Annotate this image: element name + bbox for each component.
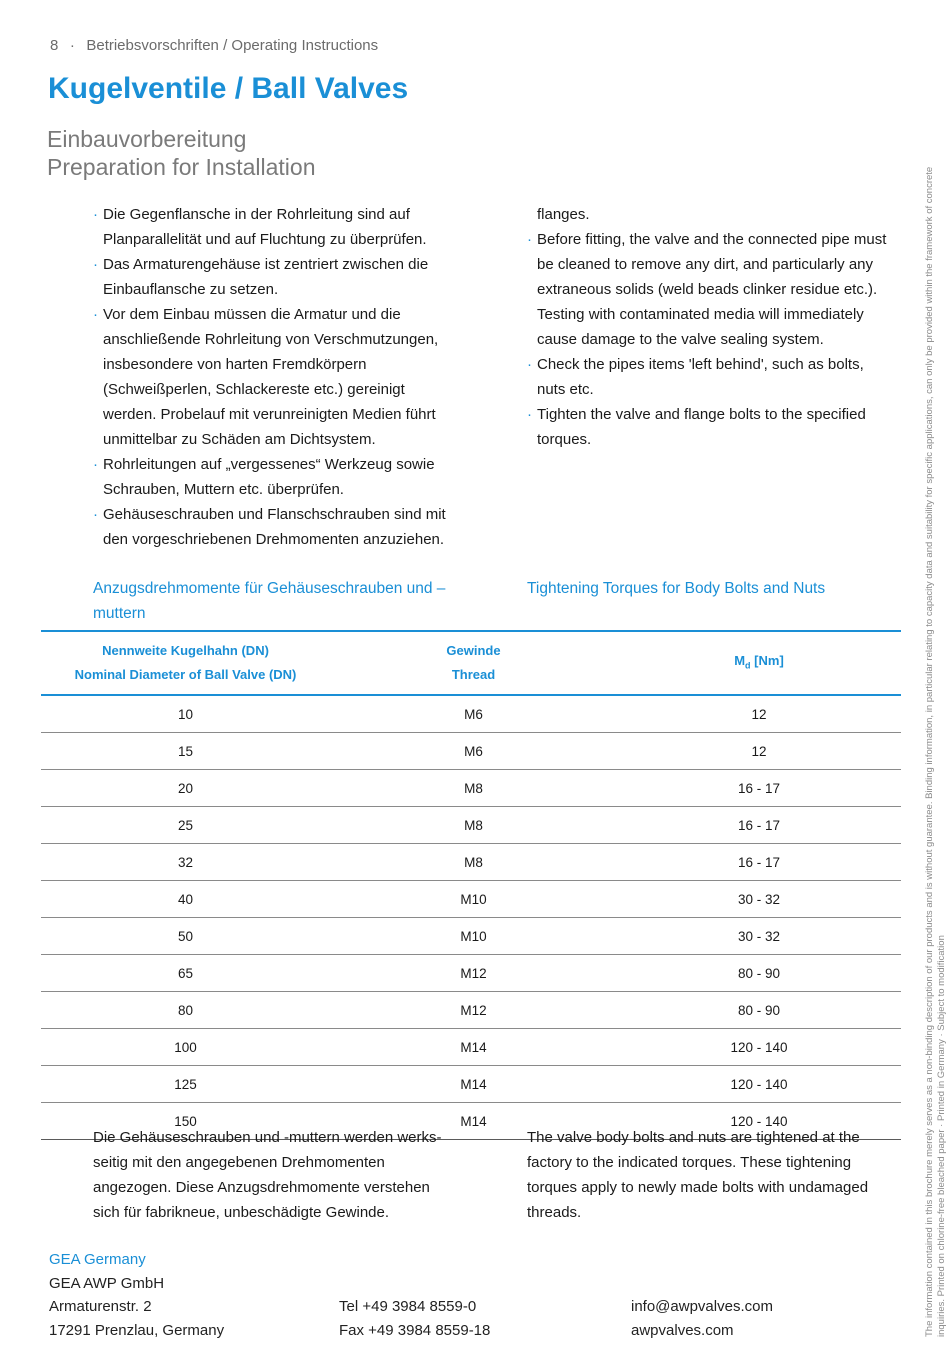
cell-dn: 125 xyxy=(41,1066,330,1103)
cell-dn: 50 xyxy=(41,918,330,955)
note-de-line: Die Gehäuseschrauben und -muttern werden werks- xyxy=(93,1129,442,1146)
footer-phone xyxy=(339,1295,490,1342)
table-row xyxy=(41,955,901,992)
bullet-en-line: cause damage to the valve sealing system. xyxy=(537,331,824,348)
subtitle-de: Einbauvorbereitung xyxy=(47,126,247,152)
torque-table-body xyxy=(41,695,901,1140)
bullet-en-line: nuts etc. xyxy=(537,381,594,398)
bullet-de-line: anschließende Rohrleitung von Verschmutzungen, xyxy=(103,331,439,348)
bullet-de-item xyxy=(93,452,453,502)
col-header-thread-en: Thread xyxy=(451,667,496,682)
cell-torque: 12 xyxy=(617,695,901,733)
bullet-list-de xyxy=(93,202,453,552)
header-separator: · xyxy=(69,37,75,54)
cell-thread: M14 xyxy=(330,1103,617,1140)
table-header-row xyxy=(41,631,901,695)
page-title: Kugelventile / Ball Valves xyxy=(48,72,409,105)
cell-torque: 16 - 17 xyxy=(617,807,901,844)
bullet-de-line: werden. Probelauf mit verunreinigten Medien führt xyxy=(103,406,436,423)
footer-street: Armaturenstr. 2 xyxy=(49,1298,152,1315)
cell-torque: 16 - 17 xyxy=(617,844,901,881)
cell-dn: 25 xyxy=(41,807,330,844)
col-header-dn-en: Nominal Diameter of Ball Valve (DN) xyxy=(74,667,297,682)
note-de-line: seitig mit den angegebenen Drehmomenten xyxy=(93,1154,385,1171)
footer-fax: Fax +49 3984 8559-18 xyxy=(339,1321,491,1339)
bullet-dot-icon: · xyxy=(93,206,98,223)
bullet-de-line: Planparallelität und auf Fluchtung zu überprüfen. xyxy=(103,231,427,248)
cell-thread: M8 xyxy=(330,844,617,881)
cell-torque: 80 - 90 xyxy=(617,992,901,1029)
table-row xyxy=(41,992,901,1029)
bullet-de-item xyxy=(93,302,453,452)
cell-thread: M6 xyxy=(330,733,617,770)
en-continuation: flanges. xyxy=(537,206,590,223)
footer-tel: Tel +49 3984 8559-0 xyxy=(339,1298,477,1315)
bullet-dot-icon: · xyxy=(93,506,98,523)
table-heading-de xyxy=(93,576,473,626)
subtitle-en: Preparation for Installation xyxy=(47,154,316,180)
cell-dn: 100 xyxy=(41,1029,330,1066)
cell-torque: 16 - 17 xyxy=(617,770,901,807)
bullet-dot-icon: · xyxy=(93,306,98,323)
bullet-de-line: Schrauben, Muttern etc. überprüfen. xyxy=(103,481,344,498)
bullet-de-line: (Schweißperlen, Schlackereste etc.) gereinigt xyxy=(103,381,405,398)
cell-thread: M10 xyxy=(330,881,617,918)
bullet-de-line: insbesondere von harten Fremdkörpern xyxy=(103,356,367,373)
col-header-torque-unit: [Nm] xyxy=(754,652,784,668)
col-header-torque xyxy=(617,631,901,695)
table-heading-de-line2: muttern xyxy=(93,605,146,622)
table-row xyxy=(41,918,901,955)
bullet-list-en xyxy=(527,202,897,452)
disclaimer-line2: inquiries. Printed on chlorine-free bleached paper · Printed in Germany · Subject to modification xyxy=(936,935,947,1337)
bullet-de-line: Rohrleitungen auf „vergessenes“ Werkzeug sowie xyxy=(103,456,435,473)
cell-thread: M6 xyxy=(330,695,617,733)
bullet-en-line: Before fitting, the valve and the connected pipe must xyxy=(537,231,887,248)
bullet-de-line: unmittelbar zu Schäden am Dichtsystem. xyxy=(103,431,376,448)
col-header-torque-symbol: M xyxy=(734,652,746,668)
col-header-dn-de: Nennweite Kugelhahn (DN) xyxy=(102,643,269,658)
bullet-en-line: be cleaned to remove any dirt, and particularly any xyxy=(537,256,874,273)
cell-thread: M14 xyxy=(330,1029,617,1066)
bullet-en-line: Tighten the valve and flange bolts to the specified xyxy=(537,406,866,423)
note-de-line: angezogen. Diese Anzugsdrehmomente verstehen xyxy=(93,1179,430,1196)
col-header-torque-subscript: d xyxy=(745,660,751,671)
page-number: 8 xyxy=(50,37,59,54)
bullet-en-line: extraneous solids (weld beads clinker residue etc.). xyxy=(537,281,878,298)
note-en-line: threads. xyxy=(527,1204,582,1221)
bullet-de-line: Vor dem Einbau müssen die Armatur und die xyxy=(103,306,401,323)
footer-web[interactable]: awpvalves.com xyxy=(631,1321,734,1339)
cell-thread: M12 xyxy=(330,955,617,992)
footer-email[interactable]: info@awpvalves.com xyxy=(631,1298,773,1315)
table-row xyxy=(41,733,901,770)
table-row xyxy=(41,1029,901,1066)
table-row xyxy=(41,844,901,881)
cell-torque: 30 - 32 xyxy=(617,918,901,955)
bullet-de-line: Die Gegenflansche in der Rohrleitung sind auf xyxy=(103,206,410,223)
cell-dn: 40 xyxy=(41,881,330,918)
col-header-thread-de: Gewinde xyxy=(446,643,501,658)
bullet-de-item xyxy=(93,252,453,302)
bullet-en-line: Testing with contaminated media will immediately xyxy=(537,306,864,323)
cell-dn: 20 xyxy=(41,770,330,807)
cell-dn: 80 xyxy=(41,992,330,1029)
bullet-de-item xyxy=(93,502,453,552)
section-subtitle xyxy=(47,125,316,181)
cell-thread: M12 xyxy=(330,992,617,1029)
bullet-dot-icon: · xyxy=(93,456,98,473)
bullet-en-item xyxy=(527,352,897,402)
table-row xyxy=(41,695,901,733)
cell-torque: 120 - 140 xyxy=(617,1029,901,1066)
bullet-de-item xyxy=(93,202,453,252)
cell-thread: M8 xyxy=(330,807,617,844)
col-header-thread xyxy=(330,631,617,695)
torque-table xyxy=(41,630,901,1140)
legal-disclaimer xyxy=(924,137,948,1337)
cell-dn: 32 xyxy=(41,844,330,881)
table-row xyxy=(41,770,901,807)
cell-dn: 150 xyxy=(41,1103,330,1140)
footer-company: GEA AWP GmbH xyxy=(49,1274,165,1292)
note-en-line: The valve body bolts and nuts are tightened at the xyxy=(527,1129,860,1146)
table-row xyxy=(41,807,901,844)
bullet-dot-icon: · xyxy=(527,231,532,248)
cell-torque: 120 - 140 xyxy=(617,1066,901,1103)
cell-thread: M14 xyxy=(330,1066,617,1103)
note-en xyxy=(527,1125,897,1225)
bullet-en-line: torques. xyxy=(537,431,592,448)
bullet-en-line: Check the pipes items 'left behind', such as bolts, xyxy=(537,356,864,373)
bullet-de-line: den vorgeschriebenen Drehmomenten anzuziehen. xyxy=(103,531,445,548)
col-header-dn xyxy=(41,631,330,695)
cell-torque: 12 xyxy=(617,733,901,770)
cell-torque: 120 - 140 xyxy=(617,1103,901,1140)
running-title: Betriebsvorschriften / Operating Instructions xyxy=(86,37,379,54)
bullet-de-line: Das Armaturengehäuse ist zentriert zwischen die xyxy=(103,256,429,273)
note-en-line: torques apply to newly made bolts with undamaged xyxy=(527,1179,869,1196)
disclaimer-line1: The information contained in this brochure merely serves as a non-binding description of our products and is without guarantee. Binding information, in particular relating to capacity data and suitability for specific applications, can only be provided within the framework of concrete xyxy=(924,166,935,1337)
footer-address xyxy=(49,1248,224,1342)
bullet-en-item xyxy=(527,402,897,452)
cell-dn: 10 xyxy=(41,695,330,733)
bullet-dot-icon: · xyxy=(527,356,532,373)
running-header xyxy=(50,37,378,54)
table-row xyxy=(41,881,901,918)
bullet-en-item xyxy=(527,227,897,352)
bullet-de-line: Gehäuseschrauben und Flanschschrauben sind mit xyxy=(103,506,446,523)
cell-dn: 15 xyxy=(41,733,330,770)
bullet-dot-icon: · xyxy=(527,406,532,423)
footer-city: 17291 Prenzlau, Germany xyxy=(49,1321,225,1339)
bullet-de-line: Einbauflansche zu setzen. xyxy=(103,281,279,298)
table-row xyxy=(41,1066,901,1103)
bullet-dot-icon: · xyxy=(93,256,98,273)
cell-torque: 30 - 32 xyxy=(617,881,901,918)
cell-torque: 80 - 90 xyxy=(617,955,901,992)
note-en-line: factory to the indicated torques. These tightening xyxy=(527,1154,852,1171)
cell-thread: M8 xyxy=(330,770,617,807)
cell-dn: 65 xyxy=(41,955,330,992)
table-heading-en: Tightening Torques for Body Bolts and Nuts xyxy=(527,580,826,597)
note-de xyxy=(93,1125,463,1225)
footer-region: GEA Germany xyxy=(49,1251,146,1268)
footer-contact xyxy=(631,1295,773,1342)
cell-thread: M10 xyxy=(330,918,617,955)
note-de-line: sich für fabrikneue, unbeschädigte Gewinde. xyxy=(93,1204,390,1221)
table-heading-de-line1: Anzugsdrehmomente für Gehäuseschrauben und – xyxy=(93,580,446,597)
